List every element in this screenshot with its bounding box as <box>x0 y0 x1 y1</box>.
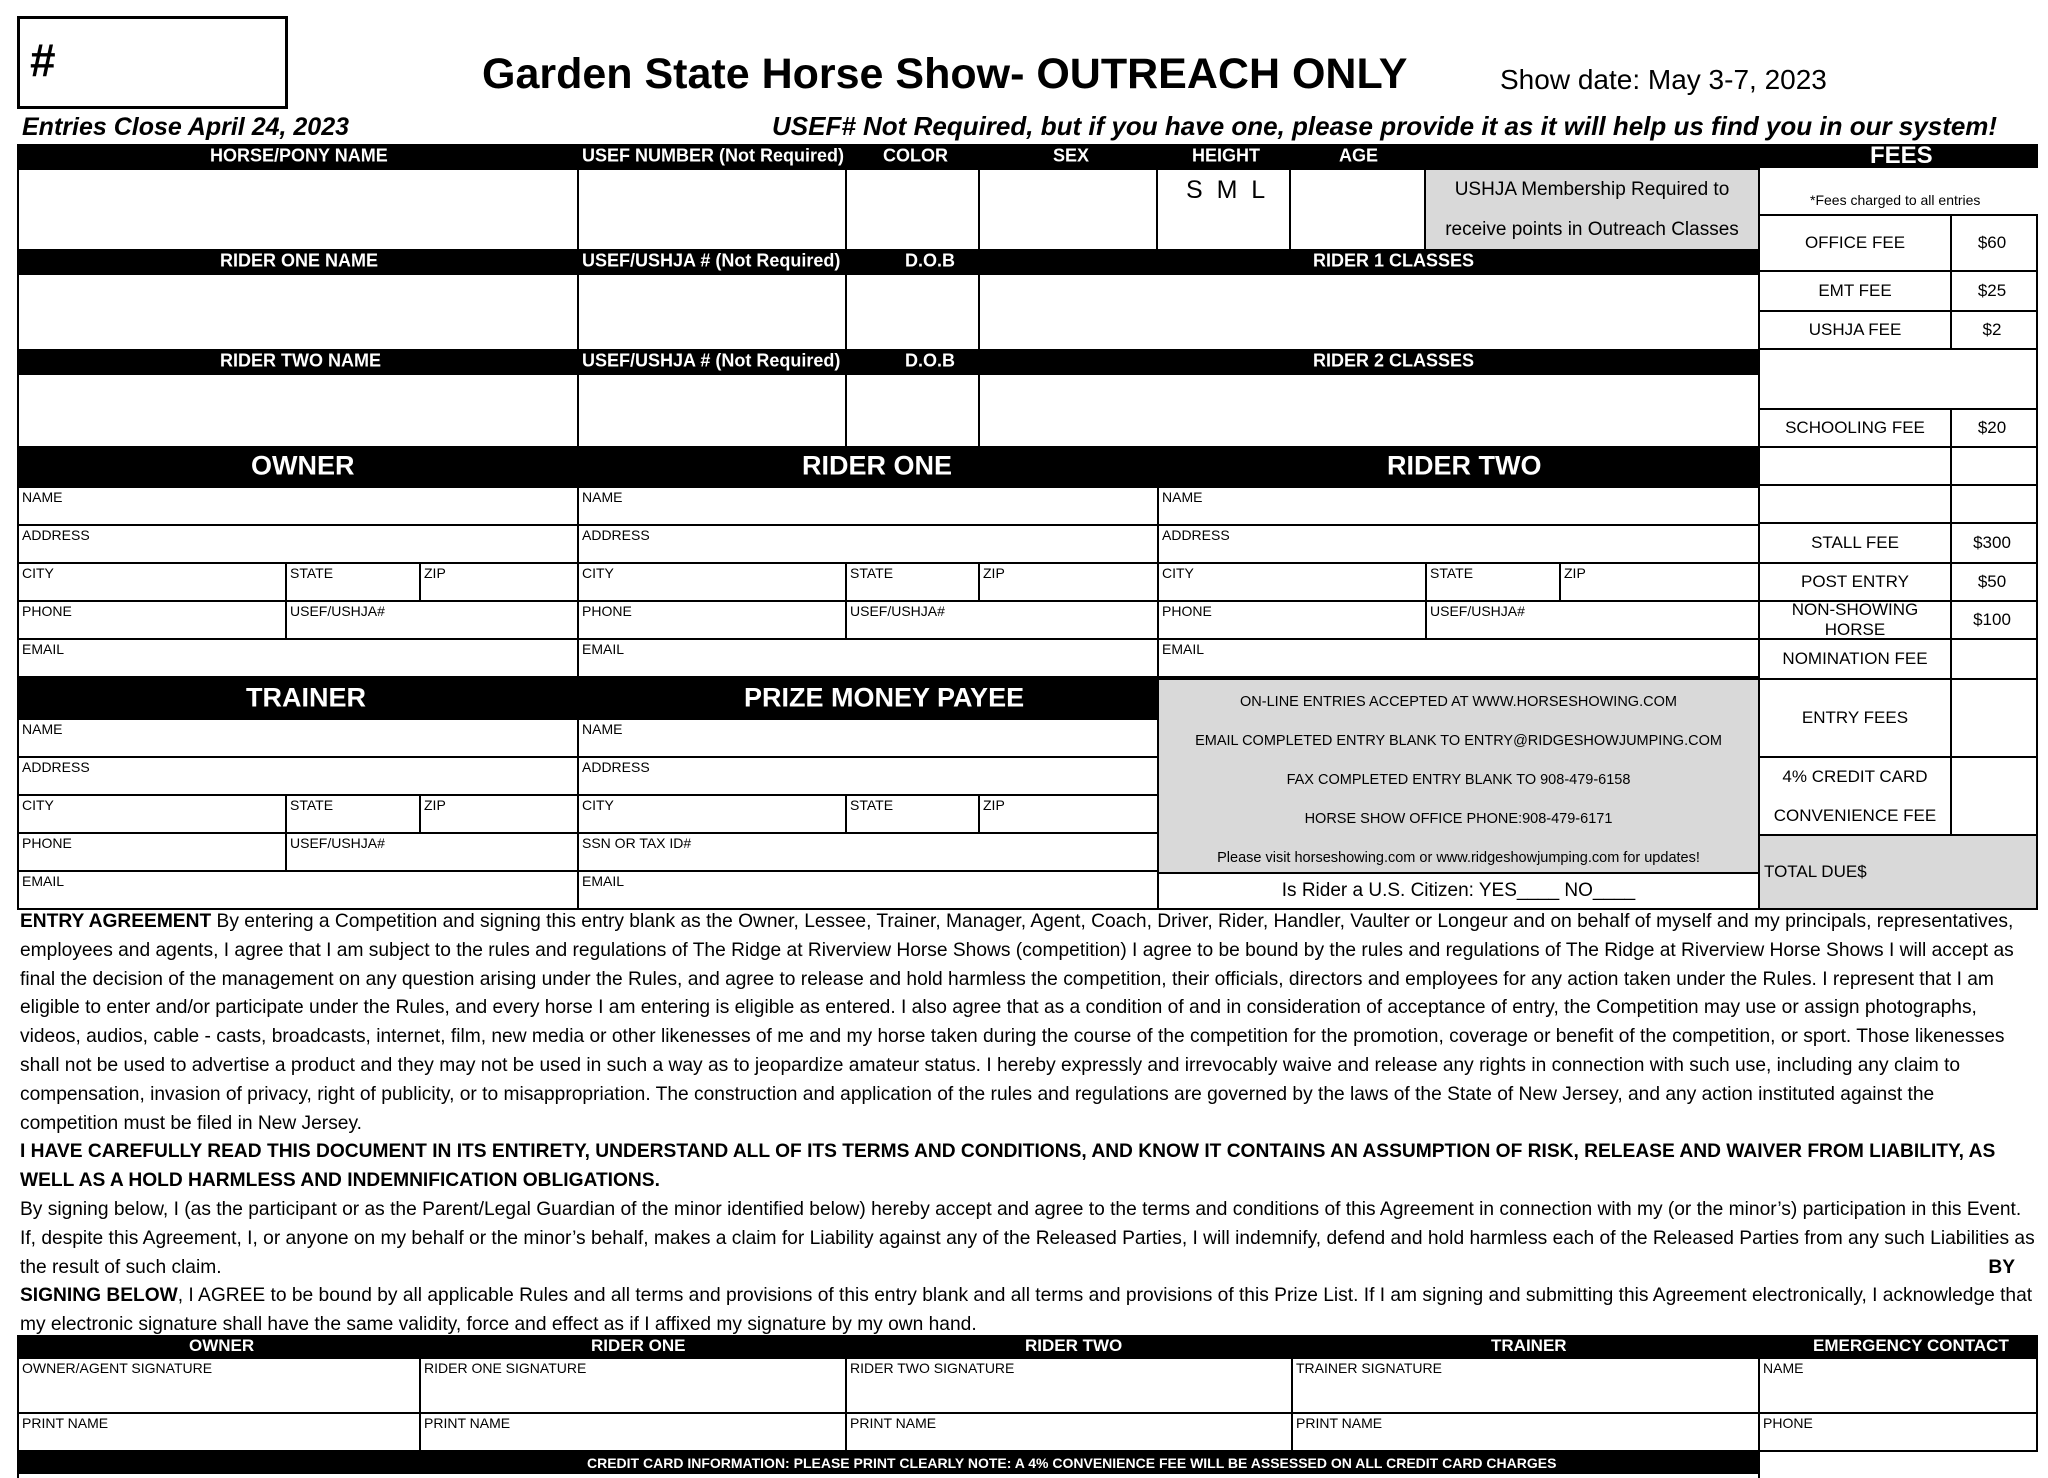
owner-phone-field[interactable]: PHONE <box>17 600 287 640</box>
entries-close: Entries Close April 24, 2023 <box>22 113 350 141</box>
horse-name-input[interactable] <box>17 168 579 251</box>
trainer-signature-field[interactable]: TRAINER SIGNATURE <box>1291 1357 1760 1414</box>
rider-two-classes-header: RIDER 2 CLASSES <box>1313 350 1475 371</box>
rider-two-phone-field[interactable]: PHONE <box>1157 600 1427 640</box>
fees-note: *Fees charged to all entries <box>1810 192 1981 208</box>
fees-header: FEES <box>1870 142 1933 169</box>
trainer-header: TRAINER <box>246 682 366 713</box>
fee-stall: STALL FEE $300 <box>1758 522 2038 564</box>
agreement-by: BY <box>1988 1256 2015 1278</box>
owner-state-field[interactable]: STATE <box>285 562 421 602</box>
rider-one-header: RIDER ONE <box>802 450 953 481</box>
horse-color-input[interactable] <box>845 168 980 251</box>
rider-one-usef-field[interactable]: USEF/USHJA# <box>845 600 1159 640</box>
fee-total-due[interactable]: TOTAL DUE$ <box>1758 834 2038 910</box>
color-header: COLOR <box>883 145 948 166</box>
rider-one-name-header: RIDER ONE NAME <box>220 250 379 271</box>
rider-one-zip-field[interactable]: ZIP <box>978 562 1159 602</box>
rider-two-contact-name-field[interactable]: NAME <box>1157 486 1760 526</box>
rider-one-classes-input[interactable] <box>978 273 1760 351</box>
horse-age-input[interactable] <box>1289 168 1426 251</box>
height-options: S M L <box>1186 176 1266 204</box>
sig-rider-one-header: RIDER ONE <box>591 1336 686 1355</box>
entry-agreement <box>20 908 2035 1340</box>
rider-one-header-bar <box>17 249 1760 273</box>
rider-one-address-field[interactable]: ADDRESS <box>577 524 1159 564</box>
fee-non-showing: NON-SHOWING HORSE $100 <box>1758 600 2038 640</box>
info-email: EMAIL COMPLETED ENTRY BLANK TO ENTRY@RIDGESHOWJUMPING.COM <box>1195 733 1722 749</box>
rider-two-usef-header: USEF/USHJA # (Not Required) <box>582 350 841 371</box>
horse-header-bar <box>17 144 1760 168</box>
trainer-city-field[interactable]: CITY <box>17 794 287 834</box>
agreement-acknowledgement: I HAVE CAREFULLY READ THIS DOCUMENT IN ITS ENTIRETY, UNDERSTAND ALL OF ITS TERMS AND CONDITIONS, AND KNOW IT CONTAINS AN ASSUMPTION OF RISK, RELEASE AND WAIVER FROM LIABILITY, AS WELL AS A HOLD HARMLESS AND INDEMNIFICATION OBLIGATIONS. <box>20 1141 1996 1192</box>
trainer-usef-field[interactable]: USEF/USHJA# <box>285 832 579 872</box>
rider-two-name-header: RIDER TWO NAME <box>220 350 381 371</box>
fee-office: OFFICE FEE $60 <box>1758 214 2038 272</box>
rider-two-state-field[interactable]: STATE <box>1425 562 1561 602</box>
rider-two-header-bar <box>17 349 1760 373</box>
horse-sex-input[interactable] <box>978 168 1158 251</box>
payee-city-field[interactable]: CITY <box>577 794 847 834</box>
rider-one-usef-input[interactable] <box>577 273 847 351</box>
usef-number-header: USEF NUMBER (Not Required) <box>582 145 844 166</box>
rider-two-print-name-field[interactable]: PRINT NAME <box>845 1412 1293 1452</box>
entry-number-box[interactable] <box>17 16 288 109</box>
agreement-body: By entering a Competition and signing this entry blank as the Owner, Lessee, Trainer, Manager, Agent, Coach, Driver, Rider, Handler, Vaulter or Longeur and on behalf of myself and my principals, representatives, employees and agents, I agree that I am subject to the rules and regulations of The Ridge at Riverview Horse Shows (competition) I agree to be bound by the rules and regulations of The Ridge at Riverview Horse Shows I will accept as final the decision of the management on any question arising under the Rules, and agree to release and hold harmless the competition, their officials, directors and employees for any action taken under the Rules. I represent that I am eligible to enter and/or participate under the Rules, and every horse I am entering is eligible as entered. I also agree that as a condition of and in consideration of acceptance of entry, the Competition may use or assign photographs, videos, audios, cable - casts, broadcasts, internet, film, new media or other likenesses of me and my horse taken during the course of the competition for the promotion, coverage or benefit of the competition, or sport. Those likenesses shall not be used to advertise a product and they may not be used in such a way as to jeopardize amateur status. I hereby expressly and irrevocably waive and release any rights in connection with such use, including any claim to compensation, invasion of privacy, right of publicity, or to misappropriation. The construction and application of the rules and regulations are governed by the laws of the State of New Jersey, and any action instituted against the competition must be filed in New Jersey. <box>20 911 2014 1134</box>
ushja-membership-note: USHJA Membership Required to receive points in Outreach Classes <box>1424 168 1760 251</box>
fee-credit-card[interactable]: 4% CREDIT CARD CONVENIENCE FEE <box>1758 756 2038 836</box>
trainer-address-field[interactable]: ADDRESS <box>17 756 579 796</box>
info-fax: FAX COMPLETED ENTRY BLANK TO 908-479-6158 <box>1286 772 1631 788</box>
credit-card-left-border <box>17 1474 19 1478</box>
fee-nomination[interactable]: NOMINATION FEE <box>1758 638 2038 680</box>
rider-one-signature-field[interactable]: RIDER ONE SIGNATURE <box>419 1357 847 1414</box>
show-date: Show date: May 3-7, 2023 <box>1500 64 1827 95</box>
horse-name-header: HORSE/PONY NAME <box>210 145 388 166</box>
rider-two-usef-input[interactable] <box>577 373 847 448</box>
rider-one-state-field[interactable]: STATE <box>845 562 980 602</box>
trainer-name-field[interactable]: NAME <box>17 718 579 758</box>
sig-rider-two-header: RIDER TWO <box>1025 1336 1123 1355</box>
fee-blank-2[interactable] <box>1758 446 2038 486</box>
citizen-question[interactable]: Is Rider a U.S. Citizen: YES____ NO____ <box>1157 872 1760 910</box>
owner-city-field[interactable]: CITY <box>17 562 287 602</box>
rider-one-dob-input[interactable] <box>845 273 980 351</box>
emergency-phone-field[interactable]: PHONE <box>1758 1412 2038 1452</box>
horse-usef-input[interactable] <box>577 168 847 251</box>
payee-address-field[interactable]: ADDRESS <box>577 756 1159 796</box>
rider-one-classes-header: RIDER 1 CLASSES <box>1313 250 1475 271</box>
trainer-zip-field[interactable]: ZIP <box>419 794 579 834</box>
owner-email-field[interactable]: EMAIL <box>17 638 579 678</box>
owner-print-name-field[interactable]: PRINT NAME <box>17 1412 421 1452</box>
info-visit: Please visit horseshowing.com or www.ridgeshowjumping.com for updates! <box>1217 850 1700 866</box>
usef-note: USEF# Not Required, but if you have one, please provide it as it will help us find you in our system! <box>772 111 1998 141</box>
payee-ssn-field[interactable]: SSN OR TAX ID# <box>577 832 1159 872</box>
sex-header: SEX <box>1053 145 1090 166</box>
signature-header-bar <box>17 1335 2038 1357</box>
owner-usef-field[interactable]: USEF/USHJA# <box>285 600 579 640</box>
agreement-signing: , I AGREE to be bound by all applicable Rules and all terms and provisions of this entry blank and all terms and provisions of this Prize List. If I am signing and submitting this Agreement electronically, I acknowledge that my electronic signature shall have the same validity, force and effect as if I affixed my signature by my own hand. <box>20 1285 2033 1336</box>
agreement-indemnify: By signing below, I (as the participant or as the Parent/Legal Guardian of the minor identified below) hereby accept and agree to the terms and conditions of this Agreement in connection with my (or the minor’s) participation in this Event. If, despite this Agreement, I, or anyone on my behalf or the minor’s behalf, makes a claim for Liability against any of the Released Parties, I will indemnify, defend and hold harmless each of the Released Parties from any such Liabilities as the result of such claim. <box>20 1198 2035 1278</box>
payee-name-field[interactable]: NAME <box>577 718 1159 758</box>
credit-card-note: CREDIT CARD INFORMATION: PLEASE PRINT CLEARLY NOTE: A 4% CONVENIENCE FEE WILL BE ASSESSED ON ALL CREDIT CARD CHARGES <box>587 1455 1557 1471</box>
fees-header-bar <box>1760 144 2038 168</box>
prize-payee-header: PRIZE MONEY PAYEE <box>744 682 1025 713</box>
owner-name-field[interactable]: NAME <box>17 486 579 526</box>
fee-emt: EMT FEE $25 <box>1758 270 2038 312</box>
rider-two-dob-input[interactable] <box>845 373 980 448</box>
trainer-header-bar <box>17 678 1159 718</box>
sig-emergency-header: EMERGENCY CONTACT <box>1813 1336 2009 1355</box>
rider-one-phone-field[interactable]: PHONE <box>577 600 847 640</box>
page-title: Garden State Horse Show- OUTREACH ONLY <box>482 50 1408 98</box>
owner-header: OWNER <box>251 450 355 481</box>
owner-zip-field[interactable]: ZIP <box>419 562 579 602</box>
fee-post-entry: POST ENTRY $50 <box>1758 562 2038 602</box>
trainer-phone-field[interactable]: PHONE <box>17 832 287 872</box>
agreement-lead: ENTRY AGREEMENT <box>20 911 212 932</box>
horse-height-input[interactable] <box>1156 168 1291 251</box>
rider-two-address-field[interactable]: ADDRESS <box>1157 524 1760 564</box>
rider-one-dob-header: D.O.B <box>905 250 956 271</box>
fee-blank-3[interactable] <box>1758 484 2038 524</box>
credit-card-right-border <box>1758 1452 1760 1478</box>
rider-one-contact-name-field[interactable]: NAME <box>577 486 1159 526</box>
info-online: ON-LINE ENTRIES ACCEPTED AT WWW.HORSESHOWING.COM <box>1240 694 1677 710</box>
emergency-name-field[interactable]: NAME <box>1758 1357 2038 1414</box>
info-box <box>1157 678 1760 874</box>
fee-ushja: USHJA FEE $2 <box>1758 310 2038 350</box>
trainer-state-field[interactable]: STATE <box>285 794 421 834</box>
agreement-signing-lead: SIGNING BELOW <box>20 1285 178 1307</box>
age-header: AGE <box>1339 145 1379 166</box>
rider-two-email-field[interactable]: EMAIL <box>1157 638 1760 678</box>
rider-one-usef-header: USEF/USHJA # (Not Required) <box>582 250 841 271</box>
rider-two-signature-field[interactable]: RIDER TWO SIGNATURE <box>845 1357 1293 1414</box>
rider-two-dob-header: D.O.B <box>905 350 956 371</box>
rider-one-name-input[interactable] <box>17 273 579 351</box>
trainer-print-name-field[interactable]: PRINT NAME <box>1291 1412 1760 1452</box>
rider-two-usef-field[interactable]: USEF/USHJA# <box>1425 600 1760 640</box>
rider-one-email-field[interactable]: EMAIL <box>577 638 1159 678</box>
rider-one-print-name-field[interactable]: PRINT NAME <box>419 1412 847 1452</box>
rider-two-name-input[interactable] <box>17 373 579 448</box>
sig-owner-header: OWNER <box>189 1336 255 1355</box>
rider-two-header: RIDER TWO <box>1387 450 1542 481</box>
payee-state-field[interactable]: STATE <box>845 794 980 834</box>
info-phone: HORSE SHOW OFFICE PHONE:908-479-6171 <box>1304 811 1613 827</box>
owner-address-field[interactable]: ADDRESS <box>17 524 579 564</box>
rider-two-classes-input[interactable] <box>978 373 1760 448</box>
rider-one-city-field[interactable]: CITY <box>577 562 847 602</box>
payee-email-field[interactable]: EMAIL <box>577 870 1159 910</box>
rider-two-zip-field[interactable]: ZIP <box>1559 562 1760 602</box>
fee-entry-fees[interactable]: ENTRY FEES <box>1758 678 2038 758</box>
fee-blank-1[interactable] <box>1758 348 2038 410</box>
credit-card-bar <box>17 1452 1760 1474</box>
sig-trainer-header: TRAINER <box>1491 1336 1567 1355</box>
height-header: HEIGHT <box>1192 145 1261 166</box>
fee-schooling: SCHOOLING FEE $20 <box>1758 408 2038 448</box>
entry-number-mark: # <box>30 34 56 86</box>
contact-header-bar <box>17 446 1760 486</box>
owner-signature-field[interactable]: OWNER/AGENT SIGNATURE <box>17 1357 421 1414</box>
trainer-email-field[interactable]: EMAIL <box>17 870 579 910</box>
rider-two-city-field[interactable]: CITY <box>1157 562 1427 602</box>
payee-zip-field[interactable]: ZIP <box>978 794 1159 834</box>
